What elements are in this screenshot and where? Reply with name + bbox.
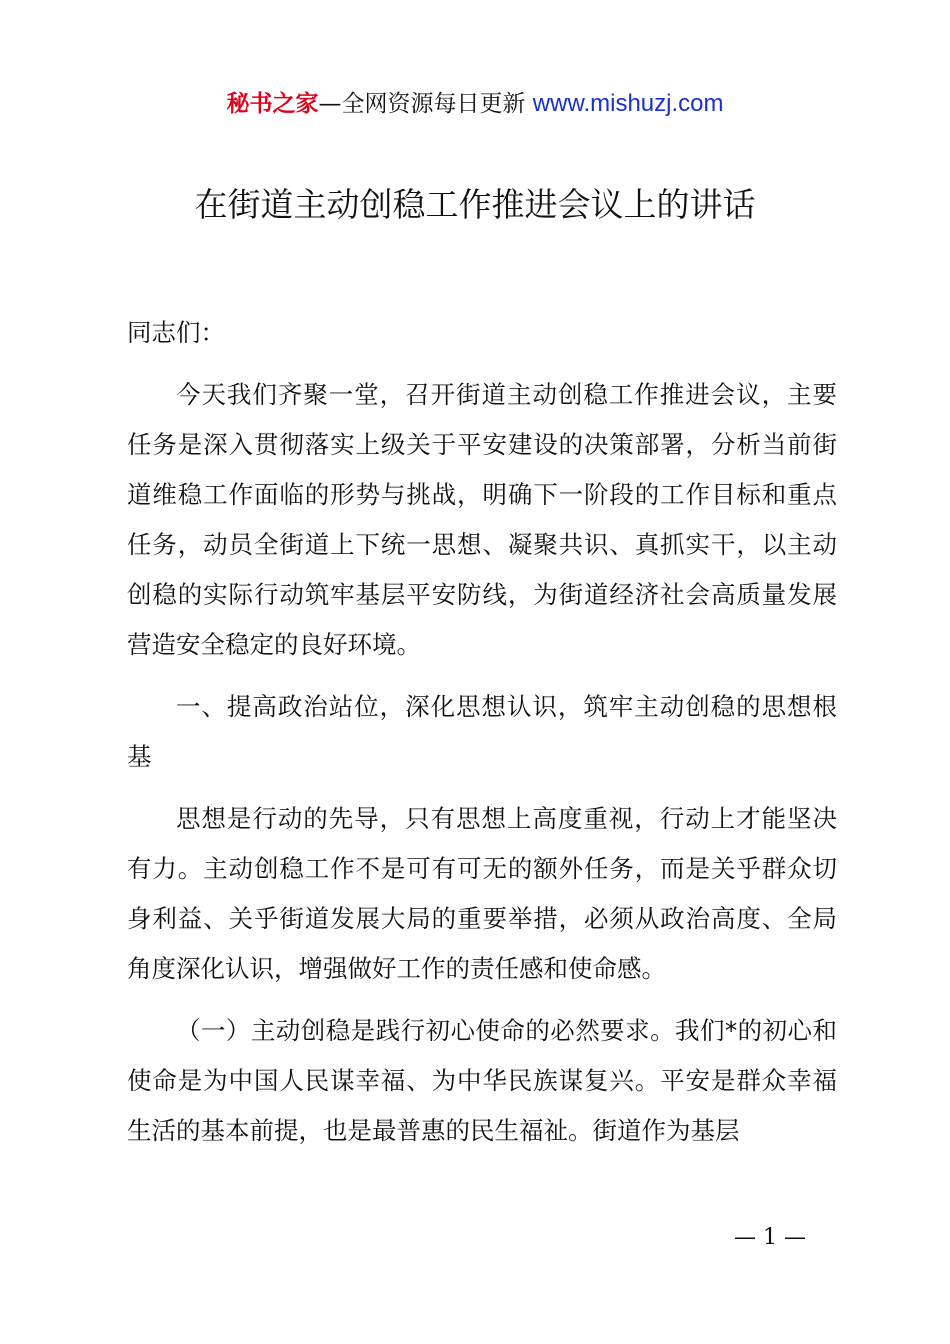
page-number: — 1 — xyxy=(734,1225,806,1250)
document-body xyxy=(127,308,837,1168)
paragraph-section-1: 思想是行动的先导，只有思想上高度重视，行动上才能坚决有力。主动创稳工作不是可有可无的额外任务，而是关乎群众切身利益、关乎街道发展大局的重要举措，必须从政治高度、全局角度深化认识，增强做好工作的责任感和使命感。 xyxy=(127,804,837,983)
paragraph-subsection-1: （一）主动创稳是践行初心使命的必然要求。我们*的初心和使命是为中国人民谋幸福、为中华民族谋复兴。平安是群众幸福生活的基本前提，也是最普惠的民生福祉。街道作为基层 xyxy=(127,1016,837,1145)
document-title: 在街道主动创稳工作推进会议上的讲话 xyxy=(194,185,756,224)
site-tagline: —全网资源每日更新 xyxy=(318,91,533,117)
brand-name: 秘书之家 xyxy=(226,91,319,117)
salutation: 同志们： xyxy=(127,318,225,347)
site-url-link[interactable]: www.mishuzj.com xyxy=(532,90,724,117)
paragraph-intro: 今天我们齐聚一堂，召开街道主动创稳工作推进会议，主要任务是深入贯彻落实上级关于平安建设的决策部署，分析当前街道维稳工作面临的形势与挑战，明确下一阶段的工作目标和重点任务，动员全街道上下统一思想、凝聚共识、真抓实干，以主动创稳的实际行动筑牢基层平安防线，为街道经济社会高质量发展营造安全稳定的良好环境。 xyxy=(127,380,837,659)
section-heading-1: 一、提高政治站位，深化思想认识，筑牢主动创稳的思想根基 xyxy=(127,692,837,771)
site-header xyxy=(0,86,950,122)
